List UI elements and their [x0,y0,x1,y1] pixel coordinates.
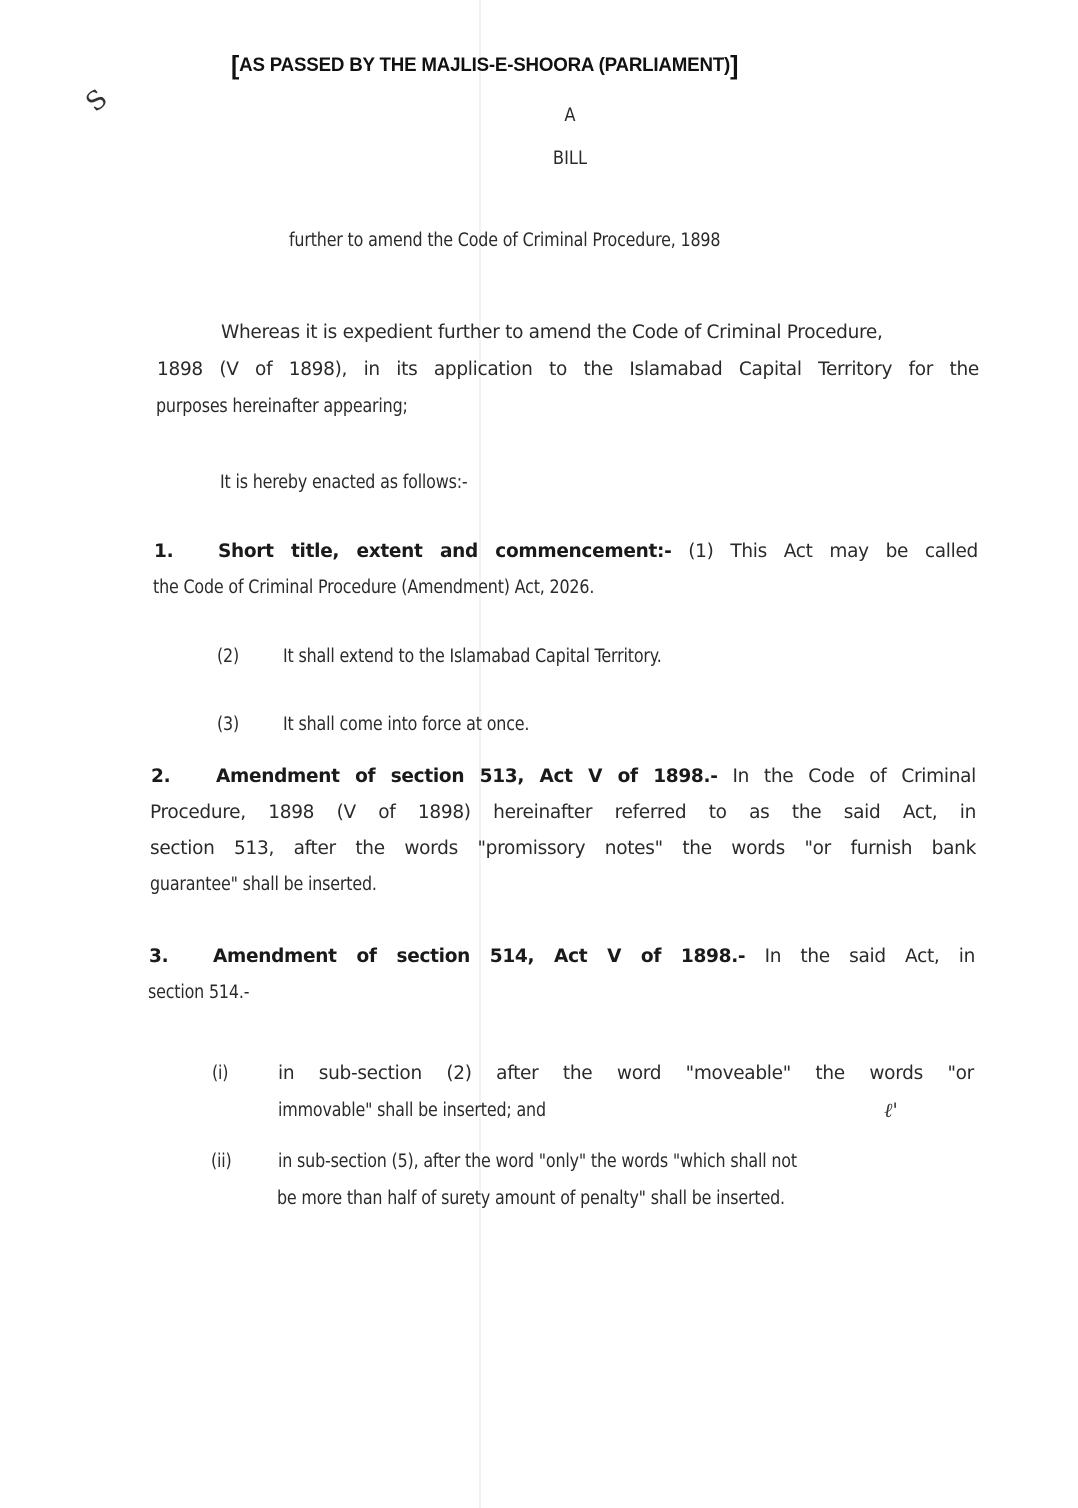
section-2-line-1: Amendment of section 513, Act V of 1898.- In the Code of Criminal [216,766,976,787]
subsection-2-text: It shall extend to the Islamabad Capital Territory. [283,646,662,667]
clause-ii-label: (ii) [211,1151,232,1172]
section-1-line-1: Short title, extent and commencement:- (1) This Act may be called [218,541,978,562]
section-2-line-3: section 513, after the words "promissory notes" the words "or furnish bank [150,838,976,859]
enacting-clause: It is hereby enacted as follows:- [220,472,468,493]
section-2-heading: Amendment of section 513, Act V of 1898.- [216,766,718,787]
section-2-number: 2. [151,766,171,787]
preamble-line-3: purposes hereinafter appearing; [156,396,408,417]
header-open-bracket: [ [231,50,240,80]
section-1-line-2: the Code of Criminal Procedure (Amendment) Act, 2026. [153,577,595,598]
handwritten-mark-top-left: S [80,83,114,119]
subsection-2-label: (2) [217,646,240,667]
clause-i-label: (i) [212,1063,229,1084]
passed-by-header [231,50,738,81]
header-text: AS PASSED BY THE MAJLIS-E-SHOORA (PARLIAMENT) [239,54,731,76]
preamble-line-1: Whereas it is expedient further to amend the Code of Criminal Procedure, [221,322,883,343]
section-3-heading: Amendment of section 514, Act V of 1898.- [213,946,746,967]
long-title: further to amend the Code of Criminal Procedure, 1898 [289,230,721,251]
section-3-line-1: Amendment of section 514, Act V of 1898.- In the said Act, in [213,946,975,967]
clause-ii-line-2: be more than half of surety amount of penalty" shall be inserted. [277,1188,785,1209]
subsection-3-label: (3) [217,714,240,735]
section-1-number: 1. [154,541,174,562]
clause-i-line-1: in sub-section (2) after the word "moveable" the words "or [278,1063,974,1084]
bill-article: A [564,105,576,126]
section-2-line-4: guarantee" shall be inserted. [150,874,377,895]
subsection-3-text: It shall come into force at once. [283,714,530,735]
header-close-bracket: ] [730,50,739,80]
clause-i-line-2: immovable" shall be inserted; and [278,1100,546,1121]
page-fold-line [479,0,481,1508]
section-3-line-2: section 514.- [148,982,250,1003]
handwritten-mark-right: ℓ' [884,1098,898,1122]
clause-ii-line-1: in sub-section (5), after the word "only" the words "which shall not [278,1151,797,1172]
preamble-line-2: 1898 (V of 1898), in its application to the Islamabad Capital Territory for the [157,359,979,380]
bill-type: BILL [552,148,588,169]
section-3-number: 3. [149,946,169,967]
section-2-line-2: Procedure, 1898 (V of 1898) hereinafter referred to as the said Act, in [150,802,976,823]
section-1-heading: Short title, extent and commencement:- [218,541,672,562]
